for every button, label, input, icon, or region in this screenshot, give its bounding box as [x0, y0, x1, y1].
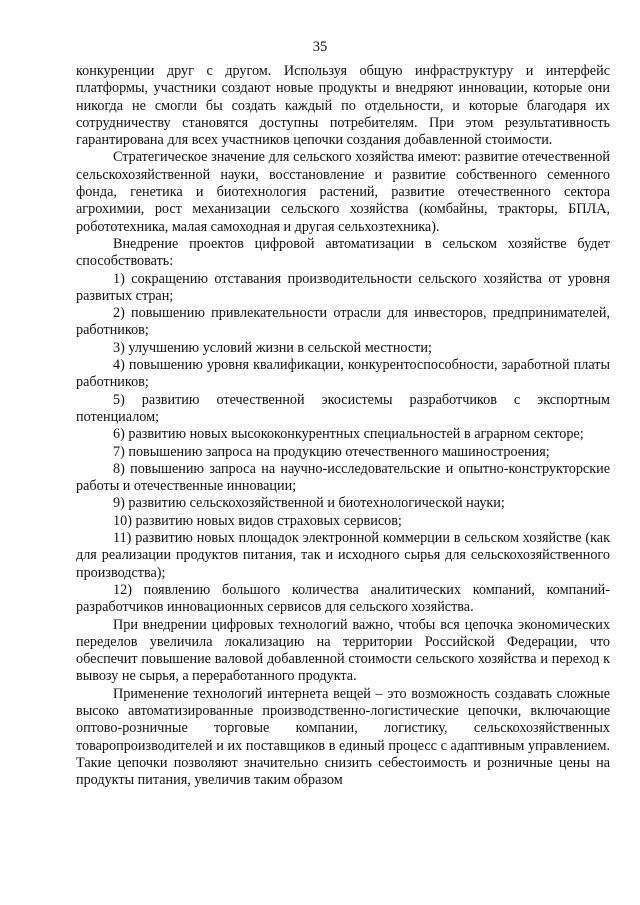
paragraph-iot: Применение технологий интернета вещей – это возможность создавать сложные высоко автоматизированные производственно-логистические цепочки, включающие оптово-розничные торговые компании, логистику, сельскохозяйственных товаропроизводителей и их поставщиков в единый процесс с адаптивным управлением. Такие цепочки позволяют значительно снизить себестоимость и розничные цены на продукты питания, увеличив таким образом [76, 685, 610, 789]
list-item-5: 5) развитию отечественной экосистемы разработчиков с экспортным потенциалом; [76, 391, 610, 425]
list-item-9: 9) развитию сельскохозяйственной и биотехнологической науки; [113, 495, 505, 512]
list-item-6: 6) развитию новых высококонкурентных специальностей в аграрном секторе; [113, 426, 584, 443]
list-item-2: 2) повышению привлекательности отрасли для инвесторов, предпринимателей, работников; [76, 305, 610, 339]
list-item-8: 8) повышению запроса на научно-исследовательские и опытно-конструкторские работы и отечественные инновации; [76, 460, 610, 495]
list-item-12: 12) появлению большого количества аналитических компаний, компаний-разработчиков инновационных сервисов для сельского хозяйства. [76, 581, 610, 616]
list-item-7: 7) повышению запроса на продукцию отечественного машиностроения; [113, 443, 550, 460]
paragraph-localization: При внедрении цифровых технологий важно, чтобы вся цепочка экономических переделов увеличила локализацию на территории Российской Федерации, что обеспечит повышение валовой добавленной стоимости сельского хозяйства и переход к вывозу не сырья, а переработанного продукта. [76, 616, 610, 685]
list-item-4: 4) повышению уровня квалификации, конкурентоспособности, заработной платы работников; [76, 357, 610, 391]
paragraph-strategic-importance: Стратегическое значение для сельского хозяйства имеют: развитие отечественной сельскохозяйственной науки, восстановление и развитие собственного семенного фонда, генетика и биотехнология растений, развитие отечественного сектора агрохимии, рост механизации сельского хозяйства (комбайны, тракторы, БПЛА, робототехника, малая самоходная и другая сельхозтехника). [76, 149, 610, 235]
list-item-3: 3) улучшению условий жизни в сельской местности; [113, 339, 432, 356]
list-item-10: 10) развитию новых видов страховых сервисов; [113, 512, 402, 529]
paragraph-digital-automation-intro: Внедрение проектов цифровой автоматизации в сельском хозяйстве будет способствовать: [76, 235, 610, 270]
list-item-1: 1) сокращению отставания производительности сельского хозяйства от уровня развитых стран; [76, 270, 610, 304]
document-body [76, 63, 610, 789]
paragraph-continuation: конкуренции друг с другом. Используя общую инфраструктуру и интерфейс платформы, участники создают новые продукты и внедряют инновации, которые они никогда не смогли бы создать каждый по отдельности, и которые благодаря их сотрудничеству становятся доступны потребителям. При этом результативность гарантирована для всех участников цепочки создания добавленной стоимости. [76, 63, 610, 149]
page-number: 35 [312, 39, 328, 55]
list-item-11: 11) развитию новых площадок электронной коммерции в сельском хозяйстве (как для реализации продуктов питания, так и исходного сырья для сельскохозяйственного производства); [76, 530, 610, 581]
